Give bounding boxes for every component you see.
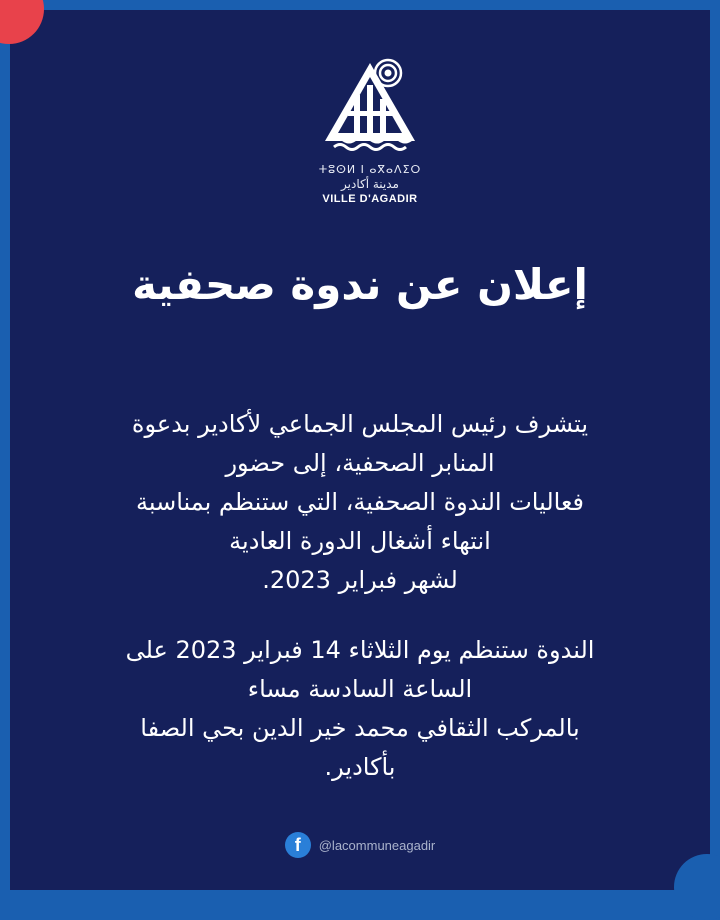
agadir-emblem-icon bbox=[320, 55, 420, 155]
logo-tifinagh-text: ⵜⵓⵙⵍ ⵏ ⴰⴳⴰⴷⵉⵔ bbox=[318, 163, 422, 176]
logo-arabic-text: مدينة أكادير bbox=[341, 177, 399, 191]
facebook-handle[interactable]: @lacommuneagadir bbox=[318, 837, 436, 853]
paragraph1-line: يتشرف رئيس المجلس الجماعي لأكادير بدعوة bbox=[131, 410, 589, 438]
facebook-icon[interactable]: f bbox=[285, 832, 311, 858]
paragraph2-line: بأكادير. bbox=[324, 753, 396, 781]
paragraph-spacer bbox=[70, 600, 650, 631]
paragraph2-line: بالمركب الثقافي محمد خير الدين بحي الصفا bbox=[140, 714, 580, 742]
paragraph2-line: الساعة السادسة مساء bbox=[247, 675, 473, 703]
paragraph1-line: انتهاء أشغال الدورة العادية bbox=[229, 527, 491, 555]
announcement-body bbox=[70, 405, 650, 787]
logo-latin-text: VILLE D'AGADIR bbox=[322, 193, 418, 205]
paragraph1-line: فعاليات الندوة الصحفية، التي ستنظم بمناسبة bbox=[135, 488, 585, 516]
paragraph2-line: الندوة ستنظم يوم الثلاثاء 14 فبراير 2023 على bbox=[125, 636, 595, 664]
poster-background bbox=[10, 10, 710, 890]
agadir-logo bbox=[310, 55, 430, 215]
social-footer bbox=[10, 832, 710, 858]
announcement-title: إعلان عن ندوة صحفية bbox=[132, 260, 588, 309]
paragraph1-line: لشهر فبراير 2023. bbox=[262, 566, 458, 594]
paragraph1-line: المنابر الصحفية، إلى حضور bbox=[225, 449, 495, 477]
